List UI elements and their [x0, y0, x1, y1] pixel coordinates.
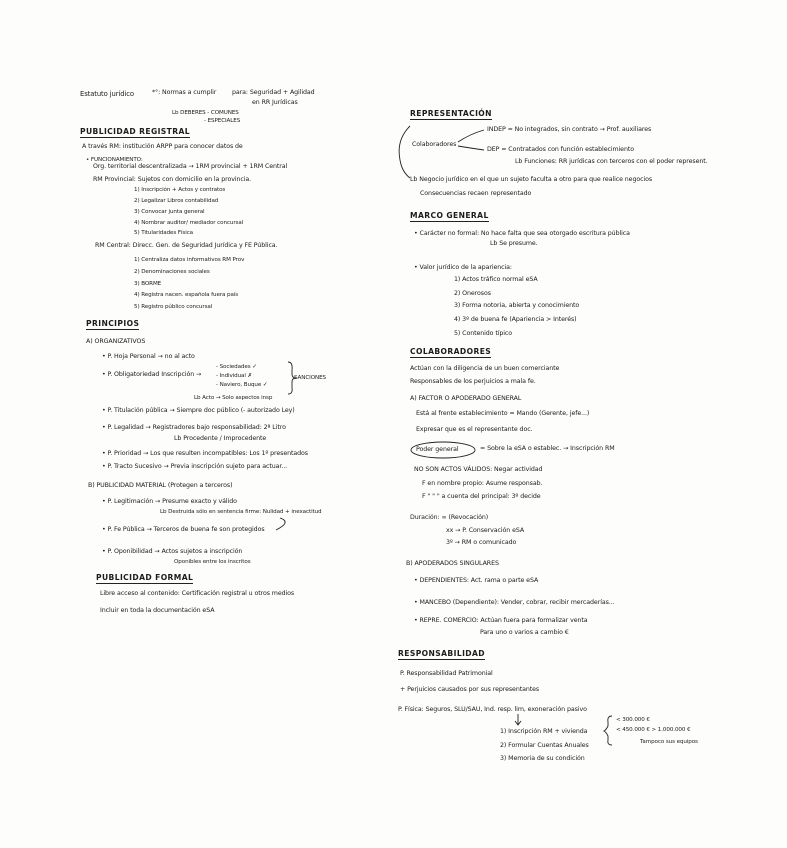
col-line: xx → P. Conservación eSA: [446, 527, 525, 534]
principios-line: SANCIONES: [294, 375, 326, 381]
brace-responsabilidad: [604, 716, 612, 745]
principios-line: • P. Prioridad → Los que resulten incompatibles: Los 1º presentados: [102, 450, 308, 457]
pf-line: Incluir en toda la documentación eSA: [100, 607, 215, 614]
pr-line: 4) Nombrar auditor/ mediador concursal: [134, 220, 244, 226]
arrow-fe-publica: [276, 518, 285, 530]
brace-colaboradores: [399, 126, 410, 178]
rep-line: INDEP = No integrados, sin contrato → Prof. auxiliares: [487, 126, 652, 133]
mg-line: 5) Contenido típico: [454, 330, 513, 337]
col-line: F en nombre propio: Asume responsab.: [422, 480, 543, 487]
mg-line: Lb Se presume.: [490, 240, 538, 247]
rep-line: Consecuencias recaen representado: [420, 190, 532, 197]
col-line: A) FACTOR O APODERADO GENERAL: [410, 395, 522, 402]
col-line: F " " " a cuenta del principal: 3º decide: [422, 493, 541, 500]
intro-rr: en RR Jurídicas: [252, 99, 298, 106]
intro-para: para: Seguridad + Agilidad: [232, 89, 315, 96]
principios-line: • P. Titulación pública → Siempre doc público (- autorizado Ley): [102, 407, 295, 414]
principios-line: • P. Oponibilidad → Actos sujetos a inscripción: [102, 548, 243, 555]
col-line: Duración: ∞ (Revocación): [410, 514, 489, 521]
mg-line: 3) Forma notoria, abierta y conocimiento: [454, 302, 580, 309]
colaboradores-title: COLABORADORES: [410, 347, 492, 356]
mg-line: • Carácter no formal: No hace falta que sea otorgado escritura pública: [414, 230, 630, 237]
intro-normas: *°: Normas a cumplir: [152, 89, 217, 96]
rep-line: Lb Negocio jurídico en el que un sujeto faculta a otro para que realice negocios: [410, 176, 653, 183]
principios-line: Lb Procedente / Improcedente: [174, 435, 267, 442]
resp-line: 1) Inscripción RM + vivienda: [500, 728, 588, 735]
publicidad-formal-title: PUBLICIDAD FORMAL: [96, 573, 194, 582]
resp-line: P. Responsabilidad Patrimonial: [400, 670, 493, 677]
principios-line: Lb Destruida sólo en sentencia firme: Nulidad + inexactitud: [160, 509, 322, 515]
principios-line: - Sociedades ✓: [216, 364, 257, 370]
principios-line: - Naviero, Buque ✓: [216, 382, 268, 388]
pr-line: 2) Denominaciones sociales: [134, 269, 210, 275]
col-line: • MANCEBO (Dependiente): Vender, cobrar, recibir mercaderías...: [414, 599, 615, 606]
col-line: Está al frente establecimiento = Mando (Gerente, jefe...): [416, 410, 590, 417]
mg-line: 1) Actos tráfico normal eSA: [454, 276, 538, 283]
col-line: B) APODERADOS SINGULARES: [406, 560, 499, 567]
publicidad-registral-title: PUBLICIDAD REGISTRAL: [80, 127, 191, 136]
rep-line: Colaboradores: [412, 141, 457, 148]
col-line-poder: Poder general: [416, 446, 459, 453]
pr-line: Org. territorial descentralizada → 1RM provincial + 1RM Central: [93, 163, 288, 170]
principios-line: Lb Acto → Solo aspectos insp: [194, 395, 273, 401]
mg-line: 4) 3º de buena fe (Apariencia > Interés): [454, 316, 577, 323]
pr-line: 3) Convocar junta general: [134, 209, 205, 215]
principios-line: Oponibles entre los inscritos: [174, 559, 251, 565]
principios-line: • P. Hoja Personal → no al acto: [102, 353, 195, 360]
pr-line: 5) Titularidades Física: [134, 230, 193, 236]
pr-line: 4) Registra nacen. española fuera país: [134, 292, 239, 298]
rep-line: DEP = Contratados con función establecimiento: [487, 146, 634, 153]
responsabilidad-title: RESPONSABILIDAD: [398, 649, 485, 658]
resp-line: < 300.000 €: [616, 717, 650, 723]
principios-title: PRINCIPIOS: [86, 319, 140, 328]
deberes-especiales: - ESPECIALES: [204, 118, 241, 124]
pr-line: 5) Registro público concursal: [134, 304, 213, 310]
deberes-comunes: Lb DEBERES - COMUNES: [172, 110, 239, 116]
mg-line: • Valor jurídico de la apariencia:: [414, 264, 512, 271]
col-line: NO SON ACTOS VÁLIDOS: Negar actividad: [414, 466, 543, 473]
pr-line: 1) Inscripción + Actos y contratos: [134, 187, 226, 193]
pr-line: A través RM: institución ARPP para conocer datos de: [82, 143, 243, 150]
mg-line: 2) Onerosos: [454, 290, 491, 297]
col-line: • REPRE. COMERCIO: Actúan fuera para formalizar venta: [414, 617, 588, 624]
pr-line: • FUNCIONAMIENTO:: [86, 157, 143, 163]
marco-general-title: MARCO GENERAL: [410, 211, 489, 220]
col-line: Responsables de los perjuicios a mala fe.: [410, 378, 536, 385]
principios-line: • P. Fe Pública → Terceros de buena fe son protegidos: [102, 526, 265, 533]
principios-line: A) ORGANIZATIVOS: [86, 338, 146, 345]
principios-line: • P. Tracto Sucesivo → Previa inscripción sujeto para actuar...: [102, 463, 288, 470]
intro-title: Estatuto jurídico: [80, 90, 134, 98]
principios-line: - Individual ✗: [216, 373, 253, 379]
col-line: Para uno o varios a cambio €: [480, 629, 569, 636]
principios-line: B) PUBLICIDAD MATERIAL (Protegen a terceros): [88, 482, 233, 489]
resp-line: 3) Memoria de su condición: [500, 755, 585, 762]
col-line: Expresar que es el representante doc.: [416, 426, 533, 433]
rep-line: Lb Funciones: RR jurídicas con terceros con el poder represent.: [515, 158, 708, 165]
col-line: Actúan con la diligencia de un buen comerciante: [410, 365, 560, 372]
pr-line: RM Central: Direcc. Gen. de Seguridad Jurídica y FE Pública.: [95, 242, 278, 249]
col-line: = Sobre la eSA o establec. → Inscripción RM: [480, 445, 615, 452]
principios-line: • P. Obligatoriedad Inscripción →: [102, 371, 202, 378]
branch-indep: [458, 130, 484, 142]
resp-line: < 450.000 € > 1.000.000 €: [616, 727, 691, 733]
pf-line: Libre acceso al contenido: Certificación registral u otros medios: [100, 590, 295, 597]
resp-line: + Perjuicios causados por sus representantes: [400, 686, 540, 693]
arrow-down-resp: [515, 714, 521, 725]
pr-line: RM Provincial: Sujetos con domicilio en la provincia.: [93, 176, 252, 183]
principios-line: • P. Legalidad → Registradores bajo responsabilidad: 2ª Litro: [102, 424, 286, 431]
resp-line: P. Física: Seguros, SLU/SAU, Ind. resp. lim, exoneración pasivo: [398, 706, 587, 713]
resp-line: 2) Formular Cuentas Anuales: [500, 742, 589, 749]
col-line: • DEPENDIENTES: Act. rama o parte eSA: [414, 577, 539, 584]
col-line: 3º → RM o comunicado: [446, 539, 517, 546]
representacion-title: REPRESENTACIÓN: [410, 109, 492, 118]
resp-line: Tampoco sus equipos: [640, 739, 698, 745]
pr-line: 3) BORME: [134, 281, 162, 287]
branch-dep: [458, 146, 484, 150]
pr-line: 2) Legalizar Libros contabilidad: [134, 198, 219, 204]
principios-line: • P. Legitimación → Presume exacto y válido: [102, 498, 237, 505]
pr-line: 1) Centraliza datos informativos RM Prov: [134, 257, 245, 263]
